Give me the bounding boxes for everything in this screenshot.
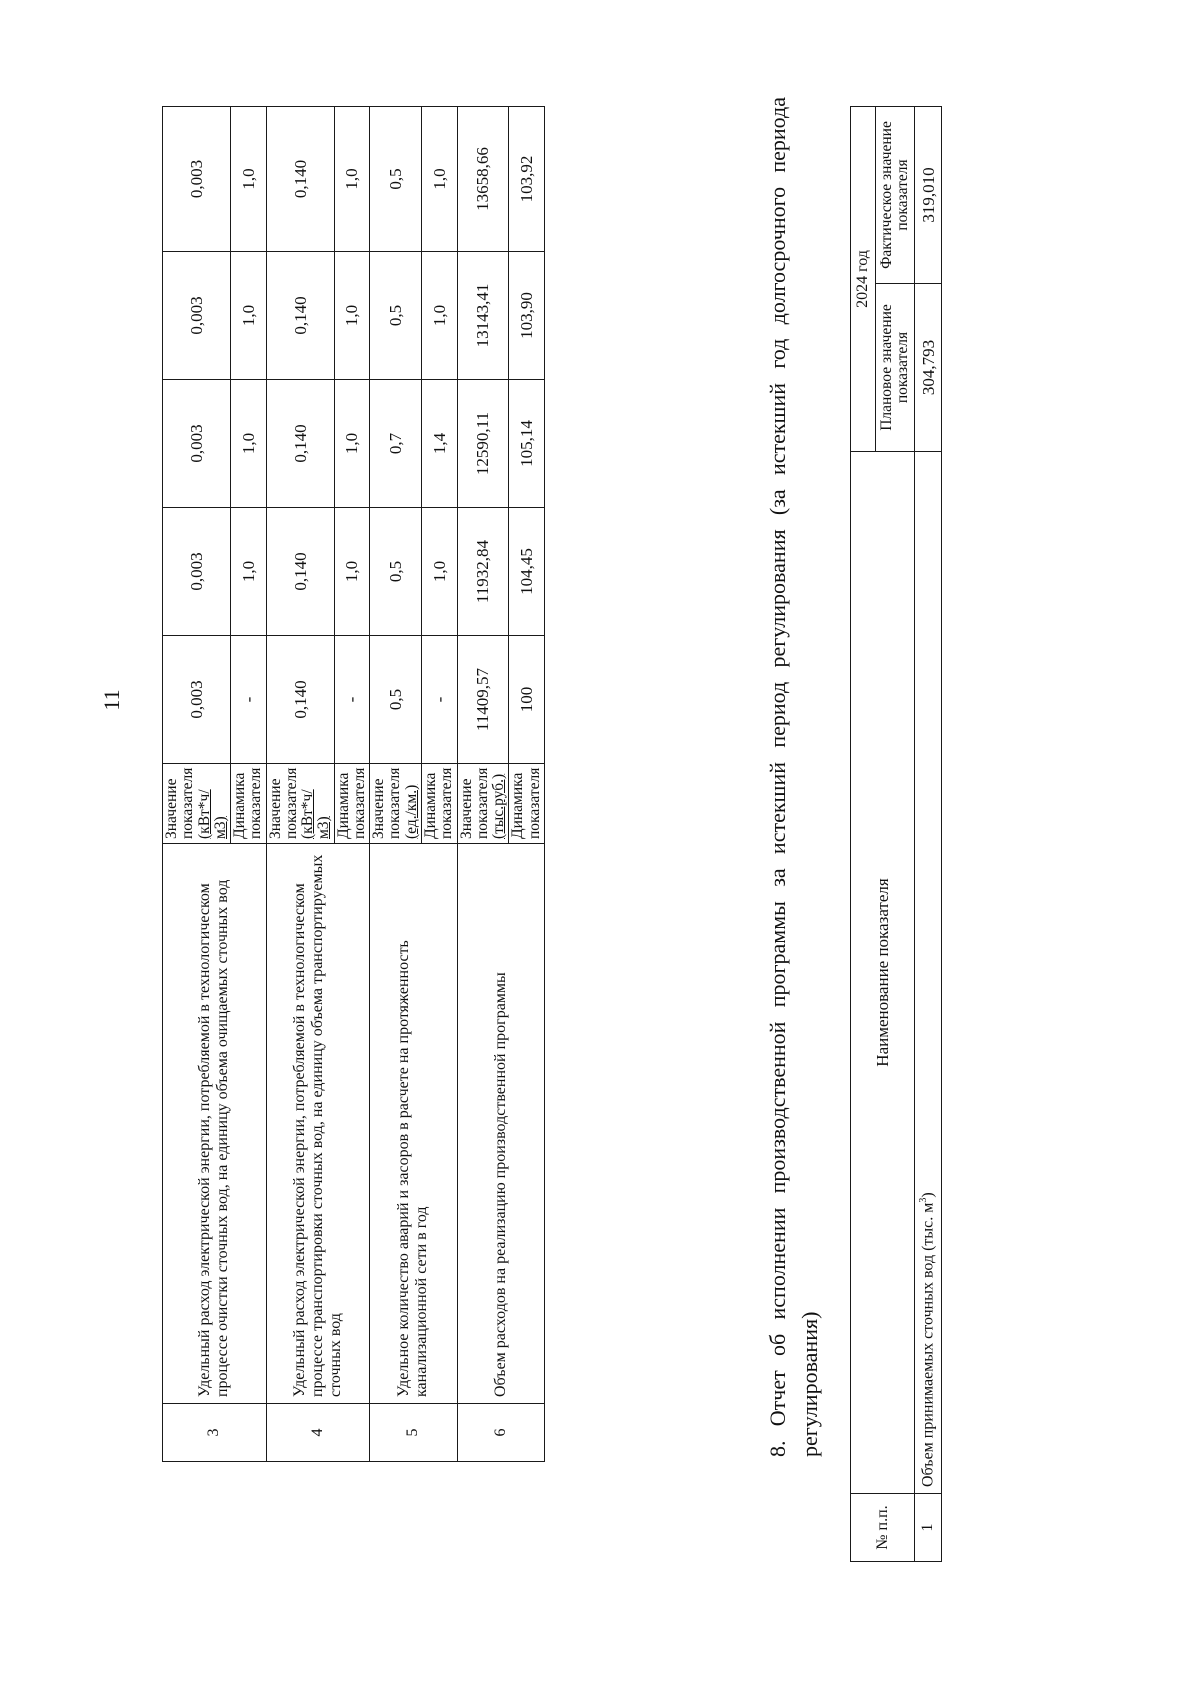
dynamics-cell: 1,0: [334, 252, 370, 380]
row-number: 1: [915, 1494, 941, 1562]
header-indicator-name: Наименование показателя: [851, 452, 915, 1494]
value-cell: 12590,11: [457, 380, 509, 508]
row-number: 6: [457, 1404, 544, 1462]
dynamics-cell: 103,90: [509, 252, 545, 380]
value-cell: 0,5: [370, 636, 422, 764]
value-cell: 0,140: [266, 508, 334, 636]
value-label: Значение показателя (кВт*ч/м3): [163, 764, 231, 844]
value-cell: 0,140: [266, 380, 334, 508]
table-row: [266, 107, 334, 1462]
indicator-name: Объем принимаемых сточных вод (тыс. $м^3$): [915, 452, 941, 1494]
dynamics-cell: 103,92: [509, 107, 545, 252]
value-cell: 11409,57: [457, 636, 509, 764]
value-cell: 0,003: [163, 508, 231, 636]
value-label: Значение показателя (кВт*ч/м3): [266, 764, 334, 844]
table-row: [915, 107, 941, 1562]
indicator-name: Удельный расход электрической энергии, потребляемой в технологическом процессе транспортировки сточных вод, на единицу объема транспортируемых сточных вод: [266, 844, 370, 1404]
indicator-name: Объем расходов на реализацию производственной программы: [457, 844, 544, 1404]
fact-value: 319,010: [915, 107, 941, 284]
value-cell: 0,003: [163, 252, 231, 380]
table-row: [457, 107, 509, 1462]
dynamics-cell: 1,0: [231, 107, 267, 252]
value-label: Значение показателя (ед./км.): [370, 764, 422, 844]
plan-value: 304,793: [915, 284, 941, 452]
dynamics-cell: 100: [509, 636, 545, 764]
row-number: 3: [163, 1404, 267, 1462]
page-number: 11: [99, 689, 124, 711]
report-table: [850, 106, 942, 1562]
dynamics-cell: 1,0: [334, 508, 370, 636]
row-number: 5: [370, 1404, 457, 1462]
value-cell: 0,7: [370, 380, 422, 508]
value-cell: 0,5: [370, 252, 422, 380]
value-cell: 0,140: [266, 252, 334, 380]
dynamics-cell: -: [334, 636, 370, 764]
value-cell: 0,140: [266, 636, 334, 764]
header-fact: Фактическое значение показателя: [875, 107, 915, 284]
value-cell: 0,003: [163, 636, 231, 764]
header-plan: Плановое значение показателя: [875, 284, 915, 452]
dynamics-cell: 1,0: [231, 380, 267, 508]
row-number: 4: [266, 1404, 370, 1462]
table-row: [163, 107, 231, 1462]
dynamics-cell: -: [421, 636, 457, 764]
section-8-heading: 8. Отчет об исполнении производственной программы за истекший период регулирования (за истекший год долгосрочного периода регулирования): [765, 97, 822, 1457]
dynamics-cell: 105,14: [509, 380, 545, 508]
dynamics-cell: 1,0: [421, 252, 457, 380]
dynamics-cell: 1,4: [421, 380, 457, 508]
header-number: № п.п.: [851, 1494, 915, 1562]
value-cell: 0,140: [266, 107, 334, 252]
table-row: [370, 107, 422, 1462]
header-year: 2024 год: [851, 107, 876, 452]
dynamics-cell: 1,0: [231, 508, 267, 636]
dynamics-cell: 1,0: [421, 508, 457, 636]
value-cell: 0,003: [163, 107, 231, 252]
value-label: Значение показателя (тыс.руб.): [457, 764, 509, 844]
dynamics-cell: 1,0: [334, 380, 370, 508]
value-cell: 0,5: [370, 107, 422, 252]
value-cell: 0,5: [370, 508, 422, 636]
dynamics-cell: 104,45: [509, 508, 545, 636]
dynamics-cell: 1,0: [334, 107, 370, 252]
indicator-name: Удельный расход электрической энергии, потребляемой в технологическом процессе очистки сточных вод, на единицу объема очищаемых сточных вод: [163, 844, 267, 1404]
value-cell: 13658,66: [457, 107, 509, 252]
table-header-row: [851, 107, 876, 1562]
dynamics-label: Динамика показателя: [509, 764, 545, 844]
dynamics-cell: 1,0: [421, 107, 457, 252]
dynamics-cell: -: [231, 636, 267, 764]
value-cell: 0,003: [163, 380, 231, 508]
indicator-name: Удельное количество аварий и засоров в расчете на протяженность канализационной сети в год: [370, 844, 457, 1404]
value-cell: 11932,84: [457, 508, 509, 636]
dynamics-label: Динамика показателя: [421, 764, 457, 844]
dynamics-cell: 1,0: [231, 252, 267, 380]
dynamics-label: Динамика показателя: [231, 764, 267, 844]
dynamics-label: Динамика показателя: [334, 764, 370, 844]
value-cell: 13143,41: [457, 252, 509, 380]
indicators-table: [162, 106, 545, 1462]
